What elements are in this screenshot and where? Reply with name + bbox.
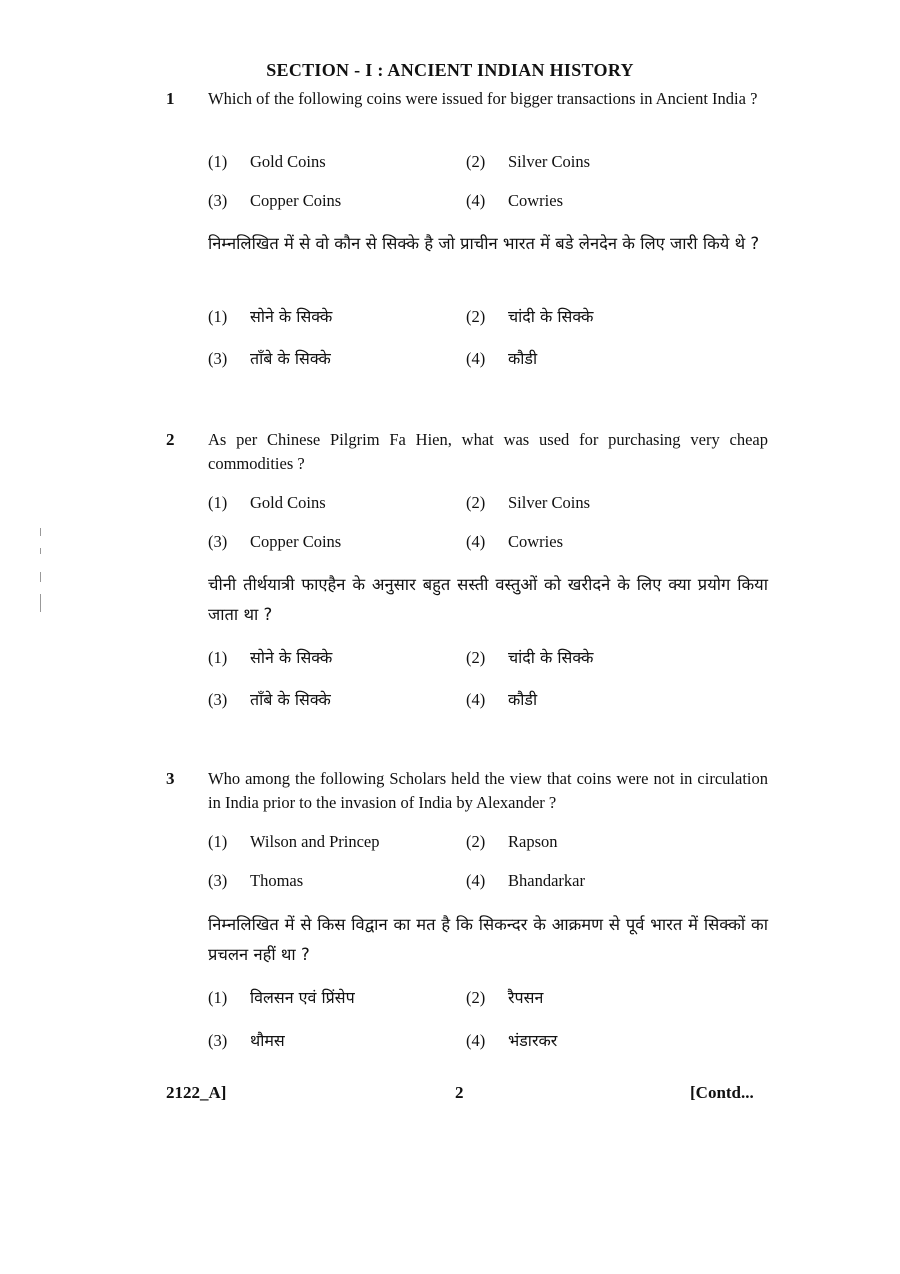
continued-label: [Contd... [690,1083,754,1102]
option-3-hindi: (3) थौमस [208,1031,285,1050]
page-number: 2 [455,1083,464,1102]
scan-mark [40,594,41,612]
option-3-hindi: (3) ताँबे के सिक्के [208,349,331,368]
option-4-hindi: (4) कौडी [466,349,538,368]
option-2-english: (2) Rapson [466,832,558,851]
option-2-hindi: (2) चांदी के सिक्के [466,648,594,667]
question-number: 3 [166,769,175,788]
question-stem-english: Who among the following Scholars held the view that coins were not in circulation in India prior to the invasion of India by Alexander ? [208,769,768,812]
option-4-english: (4) Cowries [466,191,563,210]
option-1-english: (1) Gold Coins [208,152,326,171]
option-2-english: (2) Silver Coins [466,152,591,171]
option-2-english: (2) Silver Coins [466,493,591,512]
question-number: 2 [166,430,175,449]
option-3-english: (3) Thomas [208,871,304,890]
question-stem-english: As per Chinese Pilgrim Fa Hien, what was used for purchasing very cheap commodities ? [208,430,768,473]
option-2-hindi: (2) रैपसन [466,988,544,1007]
option-1-hindi: (1) सोने के सिक्के [208,648,333,667]
scan-mark [40,572,41,582]
option-3-english: (3) Copper Coins [208,532,342,551]
option-1-english: (1) Wilson and Princep [208,832,380,851]
option-4-hindi: (4) भंडारकर [466,1031,558,1050]
question-stem-english: Which of the following coins were issued for bigger transactions in Ancient India ? [208,89,758,108]
section-title: SECTION - I : ANCIENT INDIAN HISTORY [266,60,634,80]
option-4-hindi: (4) कौडी [466,690,538,709]
paper-code: 2122_A] [166,1083,227,1102]
option-4-english: (4) Cowries [466,532,563,551]
scan-mark [40,528,41,536]
question-number: 1 [166,89,175,108]
question-stem-hindi: चीनी तीर्थयात्री फाएहैन के अनुसार बहुत सस्ती वस्तुओं को खरीदने के लिए क्या प्रयोग किया जाता था ? [208,575,768,624]
scan-mark [40,548,41,554]
option-1-english: (1) Gold Coins [208,493,326,512]
question-stem-hindi: निम्नलिखित में से किस विद्वान का मत है कि सिकन्दर के आक्रमण से पूर्व भारत में सिक्कों का प्रचलन नहीं था ? [208,915,768,964]
option-4-english: (4) Bhandarkar [466,871,585,890]
option-1-hindi: (1) विलसन एवं प्रिंसेप [208,988,355,1007]
option-1-hindi: (1) सोने के सिक्के [208,307,333,326]
option-2-hindi: (2) चांदी के सिक्के [466,307,594,326]
option-3-hindi: (3) ताँबे के सिक्के [208,690,331,709]
question-stem-hindi: निम्नलिखित में से वो कौन से सिक्के है जो प्राचीन भारत में बडे लेनदेन के लिए जारी किये थे ? [208,234,760,253]
option-3-english: (3) Copper Coins [208,191,342,210]
